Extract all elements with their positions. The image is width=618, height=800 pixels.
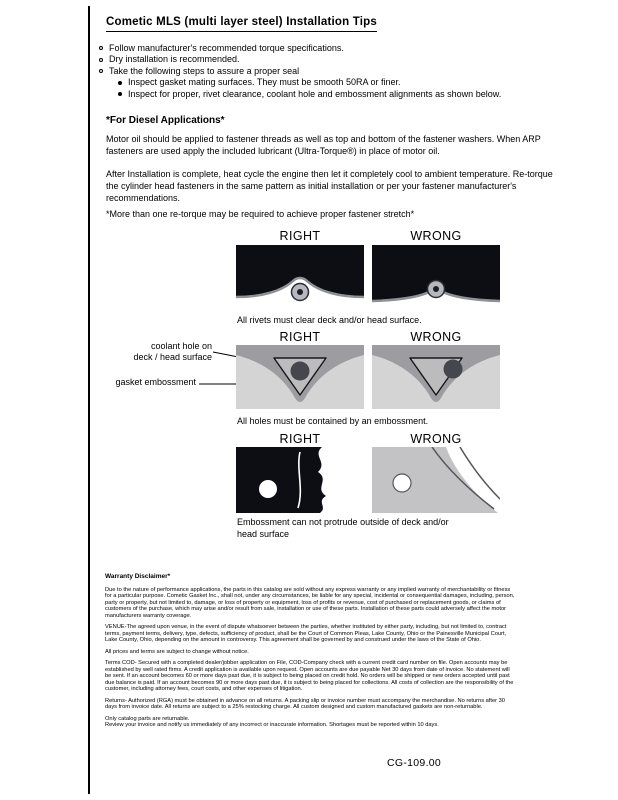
coolant-hole-label-line2: deck / head surface — [133, 351, 212, 362]
right-heading-row1: RIGHT — [279, 229, 321, 243]
diesel-applications-heading: *For Diesel Applications* — [106, 115, 225, 126]
coolant-hole-circle — [291, 362, 310, 381]
legal-paragraph: All prices and terms are subject to change without notice. — [105, 648, 249, 655]
tip-text: Follow manufacturer's recommended torque specifications. — [109, 43, 344, 53]
tip-text: Inspect gasket mating surfaces. They must be smooth 50RA or finer. — [128, 77, 401, 88]
circle-bullet-icon — [99, 69, 103, 73]
hole-contained-right-diagram — [236, 345, 364, 409]
hole-circle — [259, 480, 277, 498]
page-title: Cometic MLS (multi layer steel) Installation Tips — [106, 16, 377, 32]
row2-caption: All holes must be contained by an embossment. — [237, 416, 429, 426]
tip-text: Inspect for proper, rivet clearance, coolant hole and embossment alignments as shown below. — [128, 88, 502, 99]
wrong-heading-row3: WRONG — [410, 432, 462, 446]
embossment-wrong-panel — [372, 345, 500, 409]
legal-paragraph: Only catalog parts are returnable. — [105, 715, 190, 722]
protrusion-wrong-panel — [372, 447, 500, 513]
page-left-rule — [88, 6, 90, 794]
wrong-heading-row1: WRONG — [410, 229, 462, 243]
installation-tips-list — [98, 43, 568, 100]
warranty-disclaimer-heading: Warranty Disclaimer* — [105, 573, 171, 580]
gasket-embossment-label: gasket embossment — [115, 377, 196, 387]
legal-paragraph: VENUE-The agreed upon venue, in the event of dispute whatsoever between the parties, whether instituted by either party, including, but not limited to, contract terms, payment terms, delivery, type, defects, sufficiency of product, shall be the Court of Common Pleas, Lake County, Ohio or the Painesville Municipal Court, Lake County, Ohio, depending on the amount in controversy. This agreement shall be governed by and construed under the laws of the State of Ohio. — [105, 624, 507, 643]
tip-item — [98, 54, 568, 65]
tip-text: Dry installation is recommended. — [109, 54, 240, 65]
right-heading-row2: RIGHT — [279, 330, 321, 344]
coolant-hole-label-line1: coolant hole on — [150, 341, 212, 351]
diesel-paragraph-1: Motor oil should be applied to fastener threads as well as top and bottom of the fastener washers. When ARP fasteners are used apply the included lubricant (Ultra-Torque®) in place of motor oil. — [106, 134, 541, 156]
page-code: CG-109.00 — [387, 757, 442, 769]
legal-paragraph: Review your invoice and notify us immediately of any incorrect or inaccurate information. Shortages must be reported within 10 days. — [105, 722, 439, 728]
tip-sub-item — [117, 89, 568, 100]
legal-paragraph: Returns- Authorized (RGA) must be obtained in advance on all returns. A packing slip or invoice number must accompany the merchandise. No returns after 30 days from invoice date. All returns are subject to a 25% restocking charge. All custom designed and custom manufactured gaskets are non-returnable. — [105, 697, 505, 710]
tip-item — [98, 66, 568, 77]
circle-bullet-icon — [99, 58, 103, 62]
dot-bullet-icon — [118, 81, 122, 85]
row3-caption: Embossment can not protrude outside of deck and/or head surface — [237, 517, 449, 539]
circle-bullet-icon — [99, 46, 103, 50]
hole-circle — [393, 474, 411, 492]
tip-item — [98, 43, 568, 54]
tip-sub-item — [117, 77, 568, 88]
row1-caption: All rivets must clear deck and/or head surface. — [237, 315, 422, 325]
rivet-clear-right-diagram — [236, 245, 364, 311]
deck-shape — [236, 447, 326, 513]
tip-text: Take the following steps to assure a proper seal — [109, 65, 300, 76]
embossment-right-panel — [236, 345, 364, 409]
right-heading-row3: RIGHT — [279, 432, 321, 446]
wrong-heading-row2: WRONG — [410, 330, 462, 344]
warranty-disclaimer-section — [105, 574, 517, 734]
hole-contained-wrong-diagram — [372, 345, 500, 409]
legal-paragraph: Due to the nature of performance applications, the parts in this catalog are sold without any express warranty or any implied warranty of merchantability or fitness for a particular purpose. Cometic Gasket Inc., shall not, under any circumstances, be liable for any special, incidental or consequential damages, including, person, party or property, but not limited to, damage, or loss of property or equipment, loss of profits or revenue, cost of purchased or replacement goods, or claims of customers of the purchase, which may arise and/or result from sale, installation or use of these parts. Installation of these parts could adversely affect the motor manufacturers warranty coverage. — [105, 586, 515, 619]
legal-paragraph: Terms COD- Secured with a completed dealer/jobber application on File, COD-Company check with a current credit card number on file. Open accounts may be established by well rated firms. A credit application is available upon request. Open accounts are due payable Net 30 days from date of invoice. No statement will be sent. If an account becomes 60 or more days past due, it is subject to being placed on credit hold. No orders will be shipped or new orders accepted until past due balance is paid. If an account becomes 90 or more days past due, it is subject to being placed for collections. All costs of collection are the responsibility of the customer, including attorney fees, court costs, and other expenses of litigation. — [105, 660, 514, 692]
dot-bullet-icon — [118, 92, 122, 96]
protrusion-right-panel — [236, 447, 364, 513]
no-protrusion-right-diagram — [236, 447, 364, 513]
retorque-note: *More than one re-torque may be required to achieve proper fastener stretch* — [106, 209, 415, 219]
diesel-paragraph-2: After Installation is complete, heat cycle the engine then let it completely cool to ambient temperature. Re-torque the cylinder head fasteners in the same pattern as initial installation or per your fastener manufacturer's recommendations. — [106, 169, 553, 203]
rivet-wrong-panel — [372, 245, 500, 311]
no-protrusion-wrong-diagram — [372, 447, 500, 513]
rivet-clear-wrong-diagram — [372, 245, 500, 311]
coolant-hole-circle — [444, 360, 463, 379]
rivet-right-panel — [236, 245, 364, 311]
